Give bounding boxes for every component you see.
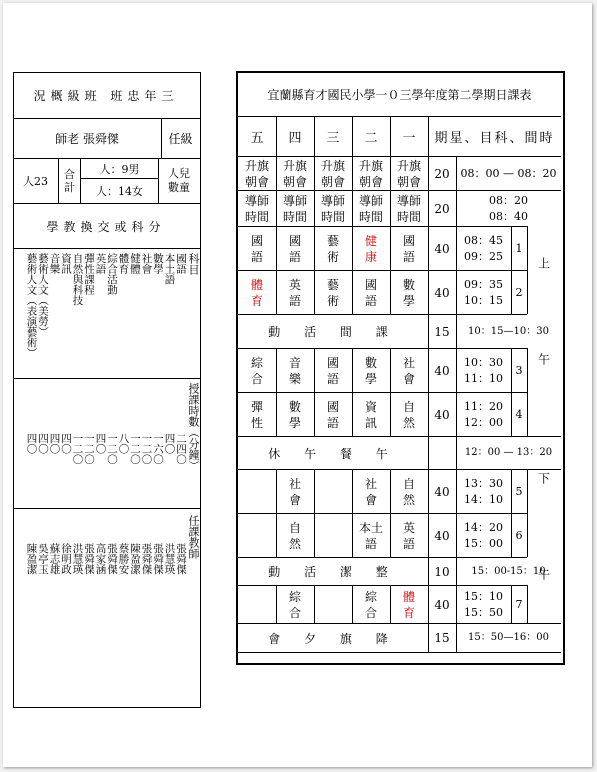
period-time: 15：00-15：10 bbox=[471, 565, 546, 577]
role-label: 任級 bbox=[168, 132, 193, 146]
subject-name: 音樂 bbox=[48, 253, 61, 274]
day-header: 四 bbox=[288, 131, 302, 146]
period-minutes: 40 bbox=[434, 407, 450, 422]
subject-name: 健體 bbox=[129, 253, 141, 274]
period-minutes: 15 bbox=[434, 324, 450, 339]
subject-name: 數學 bbox=[152, 253, 164, 274]
subject-hours: 一二〇 bbox=[71, 433, 84, 465]
period-number: 6 bbox=[515, 529, 523, 542]
subject-teacher: 蘇志雄 bbox=[48, 543, 61, 575]
day-header: 二 bbox=[364, 131, 378, 146]
subject-hours: 四〇 bbox=[48, 433, 61, 454]
period-number: 2 bbox=[515, 286, 523, 299]
subject-hours: 一六〇 bbox=[152, 433, 164, 465]
class-cell: 音 樂 bbox=[288, 355, 301, 386]
students-count: 人23 bbox=[23, 175, 48, 188]
class-cell: 數 學 bbox=[364, 355, 377, 386]
morning-label: 上 午 bbox=[536, 257, 551, 405]
subject-teacher: 吳亭玉 bbox=[37, 543, 49, 575]
period-number: 4 bbox=[515, 408, 523, 421]
boys-count: 人：9男 bbox=[99, 162, 140, 176]
subject-hours: 一二〇 bbox=[129, 433, 141, 465]
class-cell: 社 會 bbox=[364, 476, 377, 507]
class-title: 況概級班 班忠年三 bbox=[33, 89, 179, 103]
subject-hours: 八〇 bbox=[117, 433, 130, 454]
girls-count: 人：14女 bbox=[96, 185, 143, 198]
subject-teacher: 洪慧瑛 bbox=[71, 543, 84, 575]
class-cell: 自 然 bbox=[402, 399, 415, 430]
period-time: 15：50—16：00 bbox=[468, 632, 549, 643]
period-time: 13：30 14：10 bbox=[464, 476, 503, 506]
subject-hours: 一二〇 bbox=[106, 433, 118, 465]
period-minutes: 40 bbox=[434, 285, 450, 300]
class-cell: 國 語 bbox=[288, 233, 301, 264]
class-cell: 綜 合 bbox=[364, 589, 377, 620]
child-count-label: 人兒數童 bbox=[168, 167, 190, 194]
class-cell: 健 康 bbox=[364, 233, 377, 264]
subject-teacher: 張舜傑 bbox=[106, 543, 118, 575]
period-time: 14：20 15：00 bbox=[464, 520, 503, 550]
class-cell bbox=[238, 470, 276, 513]
subject-hours: 四〇 bbox=[37, 433, 49, 454]
subject-teacher: 張舜傑 bbox=[175, 543, 187, 575]
period-minutes bbox=[428, 437, 456, 469]
swap-title: 學教換交或科分 bbox=[46, 219, 166, 234]
subject-teacher: 張舜傑 bbox=[152, 543, 164, 575]
class-cell: 導師 時間 bbox=[396, 193, 421, 224]
class-cell: 導師 時間 bbox=[358, 193, 383, 224]
afternoon-label: 下 午 bbox=[536, 472, 551, 620]
subject-teacher: 蔡勝安 bbox=[117, 543, 130, 575]
period-time: 11：20 12：00 bbox=[464, 399, 503, 429]
class-cell: 藝 術 bbox=[326, 277, 339, 308]
class-cell: 升旗 朝會 bbox=[396, 158, 421, 189]
period-minutes: 40 bbox=[434, 363, 450, 378]
class-cell bbox=[314, 470, 352, 513]
subject-hours: 四〇 bbox=[60, 433, 72, 454]
class-cell bbox=[238, 586, 276, 623]
class-cell: 國 語 bbox=[326, 399, 339, 430]
period-number: 7 bbox=[515, 598, 523, 611]
class-cell: 綜 合 bbox=[288, 589, 301, 620]
period-time: 10：15—10：30 bbox=[468, 325, 549, 337]
period-minutes: 40 bbox=[434, 528, 450, 543]
class-cell: 升旗 朝會 bbox=[282, 158, 307, 189]
period-minutes: 20 bbox=[434, 201, 450, 216]
class-cell: 藝 術 bbox=[326, 233, 339, 264]
period-number: 1 bbox=[515, 242, 523, 255]
teacher-header: 任課教師 bbox=[187, 515, 200, 559]
class-cell bbox=[314, 514, 352, 557]
subject-teacher: 高家涵 bbox=[94, 543, 107, 575]
subject-name: 國語 bbox=[175, 253, 187, 274]
subject-teacher: 徐明政 bbox=[60, 543, 72, 575]
class-cell: 導師 時間 bbox=[320, 193, 345, 224]
subject-hours: 四〇 bbox=[94, 433, 107, 454]
subject-hours: 一二〇 bbox=[83, 433, 95, 465]
subjects-header: 科目 bbox=[187, 253, 200, 275]
subject-name: 藝術人文（表演藝術） bbox=[25, 253, 38, 358]
class-cell: 升旗 朝會 bbox=[244, 158, 269, 189]
subject-hours: 四〇 bbox=[163, 433, 176, 454]
class-cell: 國 語 bbox=[364, 277, 377, 308]
period-time: 08：00 — 08：20 bbox=[460, 166, 557, 180]
period-time: 08：20 08：40 bbox=[489, 193, 528, 223]
class-cell: 社 會 bbox=[288, 476, 301, 507]
subject-name: 本土語 bbox=[163, 253, 176, 285]
period-minutes: 40 bbox=[434, 241, 450, 256]
class-cell: 英 語 bbox=[402, 520, 415, 551]
period-minutes: 40 bbox=[434, 484, 450, 499]
class-cell: 英 語 bbox=[288, 277, 301, 308]
period-time: 10：30 11：10 bbox=[464, 355, 503, 385]
class-cell: 彈 性 bbox=[250, 399, 263, 430]
class-cell: 本土 語 bbox=[358, 520, 383, 551]
subject-name: 綜合活動 bbox=[106, 253, 118, 295]
class-cell: 自 然 bbox=[288, 520, 301, 551]
class-cell: 社 會 bbox=[402, 355, 415, 386]
break-label: 動 活 潔 整 bbox=[268, 565, 398, 579]
subject-name: 社會 bbox=[140, 253, 153, 274]
break-label: 動 活 間 課 bbox=[268, 325, 398, 339]
period-time: 12：00 — 13：20 bbox=[464, 447, 553, 458]
class-cell: 國 語 bbox=[402, 233, 415, 264]
subject-name: 英語 bbox=[94, 253, 107, 274]
class-cell: 綜 合 bbox=[250, 355, 263, 386]
period-number: 5 bbox=[515, 485, 523, 498]
subject-hours: 四〇 bbox=[25, 433, 38, 454]
page bbox=[3, 3, 592, 767]
subject-teacher: 張舜傑 bbox=[83, 543, 95, 575]
period-minutes: 20 bbox=[434, 166, 450, 181]
class-cell: 國 語 bbox=[250, 233, 263, 264]
break-label: 休 午 餐 午 bbox=[268, 446, 398, 461]
class-cell: 導師 時間 bbox=[282, 193, 307, 224]
period-minutes: 15 bbox=[434, 631, 450, 645]
class-teacher: 師老 張舜傑 bbox=[55, 132, 119, 146]
day-header: 三 bbox=[326, 131, 340, 146]
class-cell: 國 語 bbox=[326, 355, 339, 386]
subject-name: 彈性課程 bbox=[83, 253, 95, 295]
period-minutes: 40 bbox=[434, 597, 450, 612]
subject-teacher: 洪慧瑛 bbox=[163, 543, 176, 575]
schedule-title: 宜蘭縣育才國民小學一０三學年度第二學期日課表 bbox=[267, 88, 532, 102]
class-cell: 導師 時間 bbox=[244, 193, 269, 224]
total-label: 合計 bbox=[64, 168, 75, 194]
class-cell bbox=[238, 514, 276, 557]
subject-hours: 二四〇 bbox=[175, 433, 187, 465]
time-subject-header: 期星、目科、間時 bbox=[434, 131, 555, 146]
class-cell: 數 學 bbox=[402, 277, 415, 308]
subject-teacher: 陳盈潔 bbox=[25, 543, 38, 575]
subject-teacher: 張舜傑 bbox=[140, 543, 153, 575]
class-cell: 體 育 bbox=[402, 589, 415, 620]
class-cell: 自 然 bbox=[402, 476, 415, 507]
subject-name: 藝術人文（美勞） bbox=[37, 253, 49, 337]
period-number: 3 bbox=[515, 364, 523, 377]
class-cell: 升旗 朝會 bbox=[358, 158, 383, 189]
subject-name: 自然與科技 bbox=[71, 253, 84, 306]
subject-name: 資訊 bbox=[60, 253, 72, 274]
subject-hours: 一二〇 bbox=[140, 433, 153, 465]
class-cell: 資 訊 bbox=[364, 399, 377, 430]
period-minutes: 10 bbox=[434, 564, 450, 579]
class-cell bbox=[314, 586, 352, 623]
class-cell: 體 育 bbox=[250, 277, 263, 308]
day-header: 五 bbox=[250, 131, 264, 146]
period-time: 09：35 10：15 bbox=[464, 277, 503, 307]
class-cell: 數 學 bbox=[288, 399, 301, 430]
hours-header: 授課時數（分鐘） bbox=[187, 383, 200, 471]
subject-teacher: 陳盈潔 bbox=[129, 543, 141, 575]
break-label: 會 夕 旗 降 bbox=[268, 631, 398, 646]
period-time: 08：45 09：25 bbox=[464, 233, 503, 263]
class-cell: 升旗 朝會 bbox=[320, 158, 345, 189]
period-time: 15：10 15：50 bbox=[464, 589, 503, 619]
subject-name: 體育 bbox=[117, 253, 130, 274]
day-header: 一 bbox=[402, 131, 416, 146]
